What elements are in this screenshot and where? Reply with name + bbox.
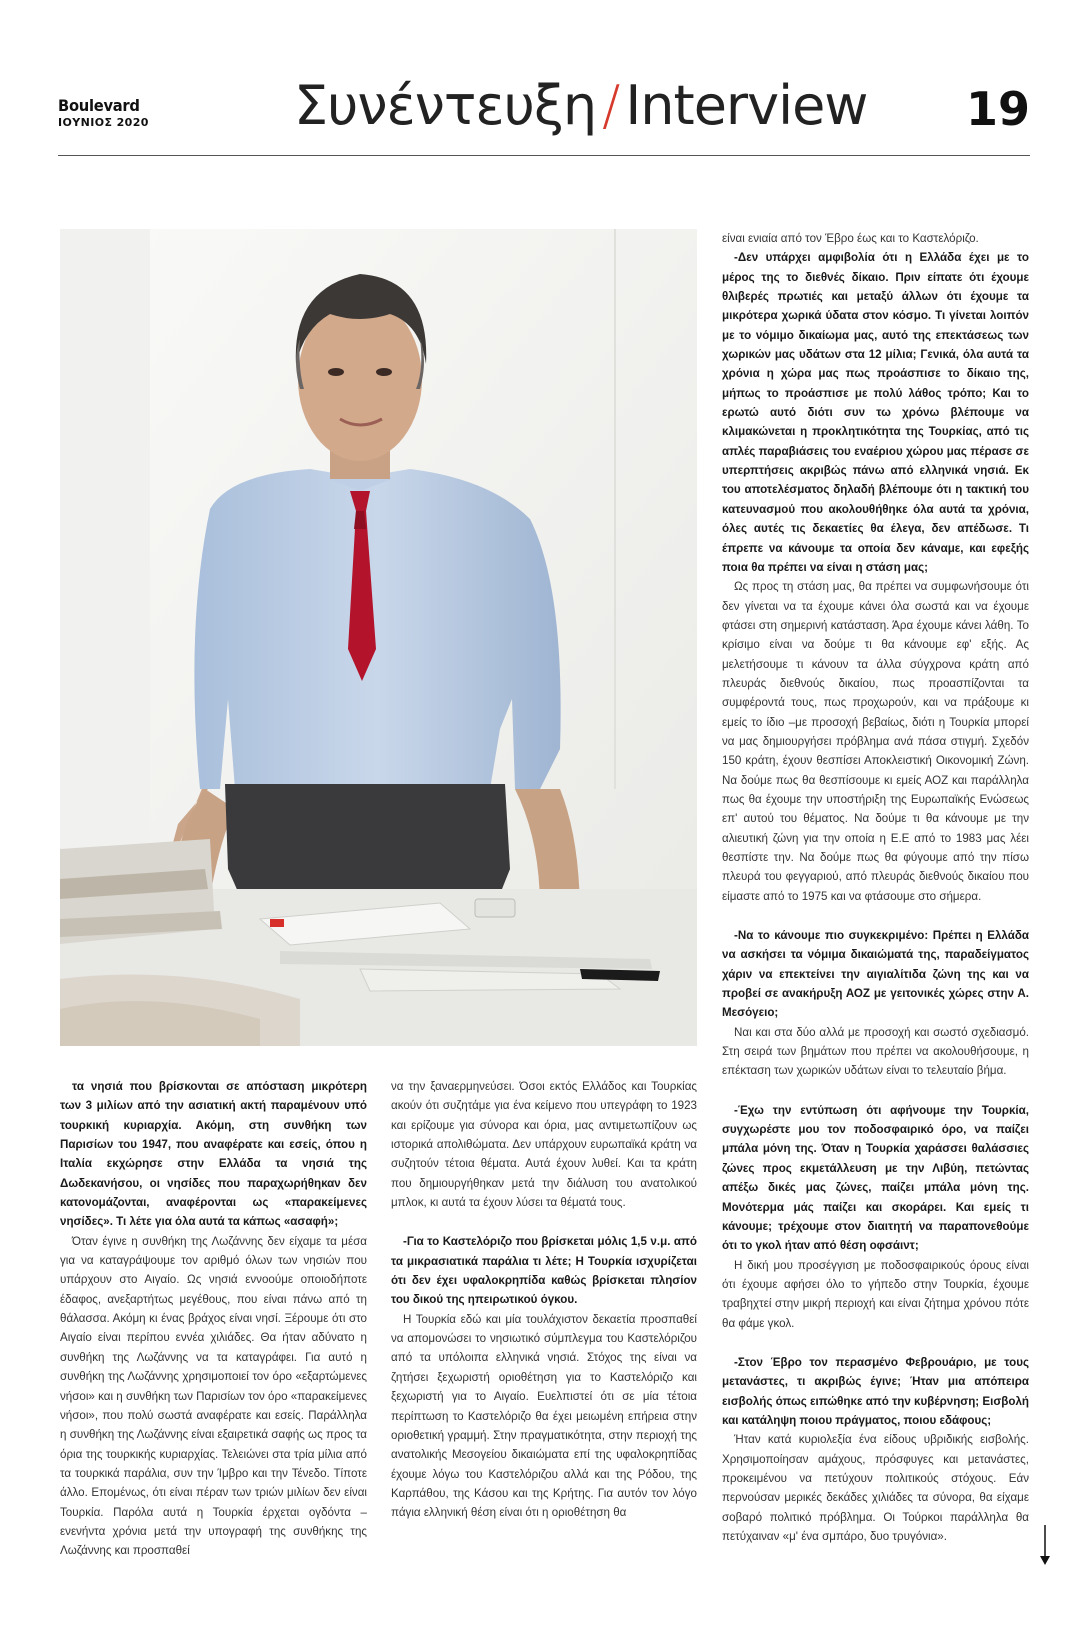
page-header	[58, 70, 1030, 156]
paragraph-spacer	[722, 906, 1029, 926]
section-title-english: Interview	[625, 74, 868, 137]
continue-arrow-icon	[1040, 1525, 1050, 1565]
brand-block	[58, 96, 149, 129]
interview-answer: Ναι και στα δύο αλλά με προσοχή και σωστό σχεδιασμό. Στη σειρά των βημάτων που πρέπει να ακολουθήσουμε, η επέκταση των χωρικών υδάτων είναι το τελευταίο βήμα.	[722, 1025, 1029, 1078]
interview-answer: Ήταν κατά κυριολεξία ένα είδους υβριδικής εισβολής. Χρησιμοποίησαν αμάχους, πρόσφυγες και μετανάστες, προκειμένου να πετύχουν πολιτικούς στόχους. Εάν περνούσαν μερικές δεκάδες χιλιάδες τα σύνορα, θα είχαμε σοβαρό πολιτικό πρόβλημα. Οι Τούρκοι παράλληλα θα πετύχαιναν «μ' ένα σμπάρο, δυο τρυγόνια».	[722, 1433, 1029, 1543]
interview-answer: είναι ενιαία από τον Έβρο έως και το Καστελόριζο.	[722, 232, 979, 245]
section-title-separator: /	[602, 74, 620, 137]
brand-name: Boulevard	[58, 96, 140, 115]
section-title	[294, 74, 867, 137]
issue-date: ΙΟΥΝΙΟΣ 2020	[58, 116, 149, 129]
page-number: 19	[965, 82, 1030, 136]
interview-question: -Έχω την εντύπωση ότι αφήνουμε την Τουρκία, συγχωρέστε μου τον ποδοσφαιρικό όρο, να παίζει μπάλα μόνη της. Όταν η Τουρκία χαράσσει θαλάσσιες ζώνες προς εκμετάλλευση με την Λιβύη, πετώντας απέξω δικές μας ζώνες, παίζει μπάλα μόνη της. Μονότερμα μάς παίζει και σκοράρει. Και εμείς τι κάνουμε; τρέχουμε στον διαιτητή να παραπονεθούμε ότι το γκολ ήταν από θέση οφσάιντ;	[722, 1103, 1029, 1253]
interview-question: -Δεν υπάρχει αμφιβολία ότι η Ελλάδα έχει με το μέρος της το διεθνές δίκαιο. Πριν είπατε ότι έχουμε θλιβερές πρωτιές και μεταξύ άλλων ότι έχουμε τα μικρότερα χωρικά ύδατα στον κόσμο. Τι γίνεται λοιπόν με το νόμιμο δικαίωμα μας, αυτό της επεκτάσεως των χωρικών μας υδάτων στα 12 μίλια; Γενικά, όλα αυτά τα χρόνια η χώρα μας πως προάσπισε το δίκαιο της, μήπως το προάσπισε με πολύ λάθος τρόπο; Και το ερωτώ αυτό διότι συν τω χρόνω βλέπουμε να κλιμακώνεται η προκλητικότητα της Τουρκίας, από τις απλές παραβιάσεις του εναέριου χώρου μας πέρασε σε υπερπτήσεις ακριβώς πάνω από ελληνικά νησιά. Εκ του αποτελέσματος δηλαδή βλέπουμε ότι η τακτική του κατευνασμού που ακολουθήθηκε όλα αυτά τα χρόνια, όλες αυτές τις δεκαετίες θα έλεγα, δεν απέδωσε. Τι έπρεπε να κάνουμε τα οποία δεν κάναμε, και εφεξής ποια θα πρέπει να είναι η στάση μας;	[722, 251, 1029, 574]
interview-photo	[60, 229, 697, 1046]
interview-question: -Στον Έβρο τον περασμένο Φεβρουάριο, με τους μετανάστες, τι ακριβώς έγινε; Ήταν μια απόπειρα εισβολής όπως ειπώθηκε από την κυβέρνηση; Εισβολή και κατάληψη ποιου πράγματος, ποιου εδάφους;	[722, 1355, 1029, 1427]
interview-answer: να την ξαναερμηνεύσει. Όσοι εκτός Ελλάδος και Τουρκίας ακούν ότι συζητάμε για ένα κείμενο που υπεγράφη το 1923 και ερίζουμε για σύνορα και όρια, μας αντιμετωπίζουν ως ιστορικά απολιθώματα. Δεν υπάρχουν ευρωπαϊκά κράτη να συζητούν τέτοια θέματα. Αυτά έχουν λυθεί. Και τα κράτη που δημιουργήθηκαν μετά την διάλυση του ανατολικού μπλοκ, κι αυτά τα έχουν λύσει τα θέματά τους.	[391, 1080, 697, 1210]
interview-question: τα νησιά που βρίσκονται σε απόσταση μικρότερη των 3 μιλίων από την ασιατική ακτή παραμένουν υπό τουρκική κυριαρχία. Ακόμη, στη συνθήκη των Παρισίων του 1947, που αναφέρατε και εσείς, όπου η Ιταλία εκχώρησε στην Ελλάδα τα νησιά της Δωδεκανήσου, οι νησίδες που παραχωρήθηκαν δεν κατονομάζονται, αναφέρονται ως «παρακείμενες νησίδες». Τι λέτε για όλα αυτά τα κάπως «ασαφή»;	[60, 1080, 367, 1229]
paragraph-spacer	[722, 1081, 1029, 1101]
interview-question: -Να το κάνουμε πιο συγκεκριμένο: Πρέπει η Ελλάδα να ασκήσει τα νόμιμα δικαιώματά της, παραδείγματος χάριν να επεκτείνει την αιγιαλίτιδα ζώνη της και να προβεί σε ανακήρυξη ΑΟΖ με γειτονικές χώρες στην Α. Μεσόγειο;	[722, 929, 1029, 1020]
interview-question: -Για το Καστελόριζο που βρίσκεται μόλις 1,5 ν.μ. από τα μικρασιατικά παράλια τι λέτε; Η Τουρκία ισχυρίζεται ότι δεν έχει υφαλοκρηπίδα καθώς βρίσκεται πλησίον του δικού της ηπειρωτικού όγκου.	[391, 1235, 697, 1307]
article-column-2	[391, 1077, 697, 1523]
portrait-illustration	[60, 229, 697, 1046]
section-title-greek: Συνέντευξη	[294, 74, 597, 137]
interview-answer: Η δική μου προσέγγιση με ποδοσφαιρικούς όρους είναι ότι έχουμε αφήσει όλο το γήπεδο στην Τουρκία, έχουμε τραβηχτεί στην μικρή περιοχή και είναι ζήτημα χρόνου πότε θα φάμε γκολ.	[722, 1258, 1029, 1330]
header-rule	[58, 155, 1030, 156]
interview-answer: Η Τουρκία εδώ και μία τουλάχιστον δεκαετία προσπαθεί να απομονώσει το νησιωτικό σύμπλεγμα του Καστελόριζου από τα υπόλοιπα ελληνικά νησιά. Στόχος της είναι να ζητήσει ξεχωριστή οριοθέτηση για το Καστελόριζο και ξεχωριστή για το Αιγαίο. Ευελπιστεί ότι σε μία τέτοια περίπτωση το Καστελόριζο θα έχει μειωμένη επήρεια στην οριοθετική γραμμή. Στην πραγματικότητα, στην περιοχή της ανατολικής Μεσογείου δικαιώματα επί της υφαλοκρηπίδας έχουμε λόγω του Καστελόριζου αλλά και της Ρόδου, της Καρπάθου, της Κάσου και της Κρήτης. Για αυτόν τον λόγο πάγια ελληνική θέση είναι ότι η οριοθέτηση θα	[391, 1312, 697, 1520]
article-column-1	[60, 1077, 367, 1561]
article-column-3	[722, 229, 1029, 1546]
interview-answer: Ως προς τη στάση μας, θα πρέπει να συμφωνήσουμε ότι δεν γίνεται να τα έχουμε κάνει όλα σωστά και να έχουμε φτάσει στη σημερινή κατάσταση. Άρα έχουμε κάνει λάθη. Το κρίσιμο είναι να δούμε τι θα κάνουμε εφ' εξής. Ας μελετήσουμε τι κάνουν τα άλλα σύγχρονα κράτη από πλευράς διεθνούς δικαίου, πως προασπίζονται τα συμφέροντά τους, πως προχωρούν, και να πράξουμε κι εμείς το ίδιο –με προσοχή βεβαίως, διότι η Τουρκία μπορεί να μας δημιουργήσει πρόβλημα ανά πάσα στιγμή. Σχεδόν 150 κράτη, έχουν θεσπίσει Αποκλειστική Οικονομική Ζώνη. Να δούμε πως θα θεσπίσουμε κι εμείς ΑΟΖ και παράλληλα πως θα έχουμε την υποστήριξη της Ευρωπαϊκής Ενώσεως επ' αυτού του θέματος. Να δούμε τι θα κάνουμε με την αλιευτική ζώνη για την οποία η Ε.Ε από το 1983 μας λέει θεσπίστε την. Να δούμε πως θα φύγουμε από την πίσω πλευρά του φεγγαριού, από πλευράς διεθνούς δικαίου που είμαστε από το 1975 και να φτάσουμε στο σήμερα.	[722, 580, 1029, 903]
interview-answer: Όταν έγινε η συνθήκη της Λωζάννης δεν είχαμε τα μέσα για να καταγράψουμε τον αριθμό όλων των νησιών που υπάρχουν στο Αιγαίο. Ως νησιά εννοούμε οποιοδήποτε έδαφος, ανεξαρτήτως μεγέθους, που είναι πάνω από τη θάλασσα. Ακόμη κι ένας βράχος είναι νησί. Ξέρουμε ότι στο Αιγαίο είναι περίπου εννέα χιλιάδες. Θα ήταν αδύνατο η συνθήκη της Λωζάννης να τα καταγράφει. Για αυτό η συνθήκη της Λωζάννης χρησιμοποιεί τον όρο «εξαρτώμενες νήσοι» και η συνθήκη των Παρισίων τον όρο «παρακείμενες νήσοι», που πολύ σωστά αναφέρατε και εσείς. Παράλληλα η συνθήκη της Λωζάννης είναι εξαιρετικά σαφής ως προς τα όρια της τουρκικής κυριαρχίας. Τελειώνει στα τρία μίλια από τα τουρκικά παράλια, συν την Ίμβρο και την Τένεδο. Τίποτε άλλο. Επομένως, ότι είναι πέραν των τριών μιλίων δεν είναι Τουρκία. Παρόλα αυτά η Τουρκία έρχεται ογδόντα – ενενήντα χρόνια μετά την υπογραφή της συνθήκης της Λωζάννης και προσπαθεί	[60, 1234, 367, 1558]
paragraph-spacer	[722, 1333, 1029, 1353]
paragraph-spacer	[391, 1212, 697, 1232]
